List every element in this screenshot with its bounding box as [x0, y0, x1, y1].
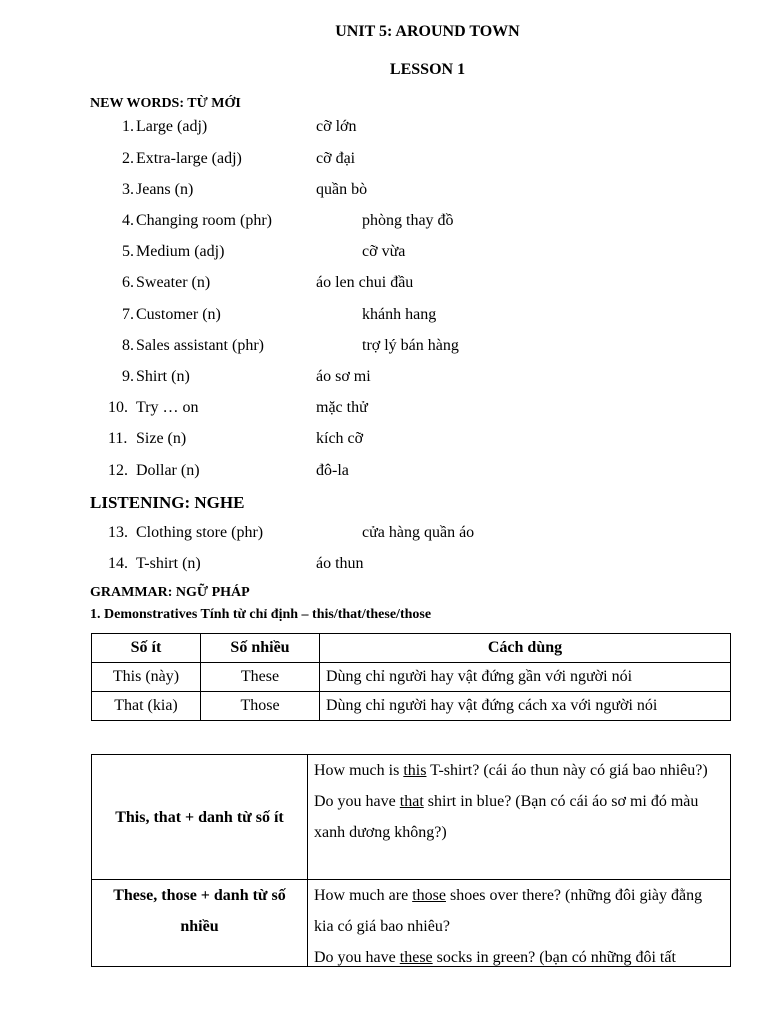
vocab-word: Customer (n): [136, 306, 221, 323]
vocab-meaning: áo thun: [316, 555, 364, 572]
usage-label: These, those + danh từ số nhiều: [92, 880, 308, 967]
grammar-subheading: 1. Demonstratives Tính từ chỉ định – this/that/these/those: [90, 607, 432, 622]
vocab-word: Sweater (n): [136, 274, 211, 291]
vocab-word: T-shirt (n): [136, 555, 201, 572]
vocab-num: 8.: [122, 337, 134, 354]
vocab-word: Try … on: [136, 399, 199, 416]
table-cell: This (này): [92, 663, 201, 692]
vocab-word: Size (n): [136, 430, 187, 447]
usage-examples: [308, 880, 731, 967]
vocab-num: 12.: [108, 462, 128, 479]
usage-label: This, that + danh từ số ít: [92, 755, 308, 880]
vocab-num: 3.: [122, 181, 134, 198]
table-header-row: [92, 634, 731, 663]
example-sentence: Do you have these socks in green? (bạn có những đôi tất: [314, 949, 676, 966]
vocab-meaning: quần bò: [316, 181, 368, 198]
vocab-meaning: cỡ đại: [316, 150, 356, 167]
vocab-meaning: trợ lý bán hàng: [362, 337, 459, 354]
vocab-word: Large (adj): [136, 118, 208, 135]
table-row: [92, 755, 731, 880]
usage-examples-table: [91, 754, 731, 967]
vocab-meaning: cửa hàng quần áo: [362, 524, 475, 541]
vocab-word: Changing room (phr): [136, 212, 272, 229]
vocab-meaning: mặc thử: [316, 399, 368, 416]
vocab-num: 2.: [122, 150, 134, 167]
vocab-meaning: áo sơ mi: [316, 368, 371, 385]
table-row: [92, 663, 731, 692]
vocab-num: 4.: [122, 212, 134, 229]
vocab-num: 9.: [122, 368, 134, 385]
vocab-word: Sales assistant (phr): [136, 337, 264, 354]
table-row: [92, 880, 731, 967]
table-cell: That (kia): [92, 692, 201, 721]
vocab-num: 14.: [108, 555, 128, 572]
vocab-num: 1.: [122, 118, 134, 135]
vocab-meaning: áo len chui đầu: [316, 274, 414, 291]
vocab-num: 10.: [108, 399, 128, 416]
lesson-title: LESSON 1: [389, 61, 466, 78]
table-cell: These: [201, 663, 320, 692]
vocab-word: Shirt (n): [136, 368, 190, 385]
vocab-meaning: phòng thay đồ: [362, 212, 454, 229]
vocab-meaning: đô-la: [316, 462, 349, 479]
vocab-num: 13.: [108, 524, 128, 541]
table-cell: Those: [201, 692, 320, 721]
vocab-num: 5.: [122, 243, 134, 260]
vocab-meaning: khánh hang: [362, 306, 437, 323]
column-header: Số nhiều: [201, 634, 320, 663]
vocab-word: Clothing store (phr): [136, 524, 264, 541]
new-words-heading: NEW WORDS: TỪ MỚI: [90, 96, 241, 111]
vocab-word: Dollar (n): [136, 462, 200, 479]
vocab-num: 11.: [108, 430, 128, 447]
column-header: Cách dùng: [320, 634, 731, 663]
unit-title: UNIT 5: AROUND TOWN: [335, 23, 520, 40]
vocab-word: Medium (adj): [136, 243, 225, 260]
vocab-word: Extra-large (adj): [136, 150, 242, 167]
example-sentence: How much are those shoes over there? (những đôi giày đằng kia có giá bao nhiêu?: [314, 887, 703, 935]
vocab-meaning: cỡ vừa: [362, 243, 406, 260]
grammar-heading: GRAMMAR: NGỮ PHÁP: [90, 585, 250, 600]
table-row: [92, 692, 731, 721]
table-cell: Dùng chỉ người hay vật đứng cách xa với người nói: [320, 692, 731, 721]
vocab-word: Jeans (n): [136, 181, 194, 198]
usage-examples: [308, 755, 731, 880]
example-sentence: How much is this T-shirt? (cái áo thun này có giá bao nhiêu?): [314, 762, 708, 779]
vocab-num: 7.: [122, 306, 134, 323]
vocab-meaning: cỡ lớn: [316, 118, 357, 135]
column-header: Số ít: [92, 634, 201, 663]
table-cell: Dùng chỉ người hay vật đứng gần với người nói: [320, 663, 731, 692]
vocab-num: 6.: [122, 274, 134, 291]
example-sentence: Do you have that shirt in blue? (Bạn có cái áo sơ mi đó màu xanh dương không?): [314, 793, 699, 841]
vocab-meaning: kích cỡ: [316, 430, 364, 447]
demonstratives-table: [91, 633, 731, 721]
listening-heading: LISTENING: NGHE: [90, 493, 245, 512]
